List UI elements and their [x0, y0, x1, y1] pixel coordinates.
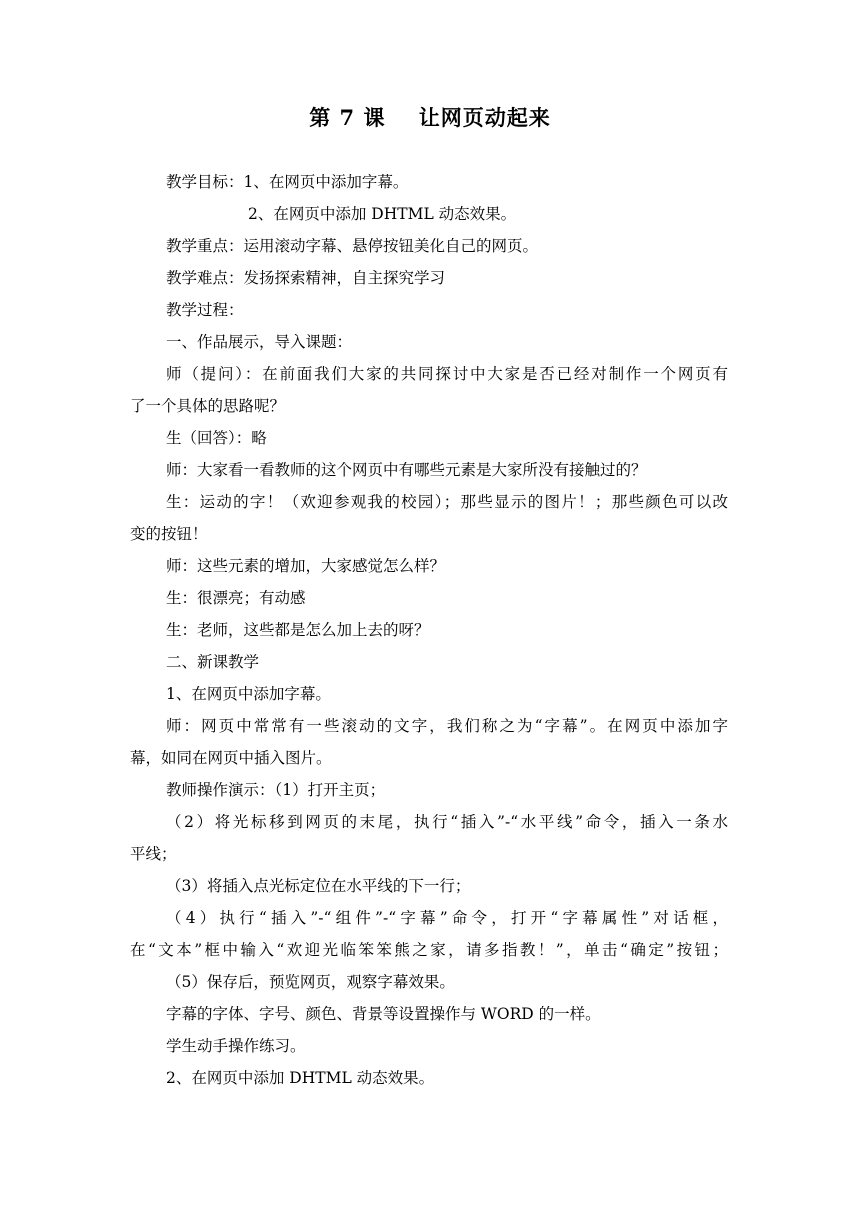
paragraph-demo-step-2-line-2: 平线； — [130, 845, 177, 863]
paragraph-student-observe-line-1: 生：运动的字！（欢迎参观我的校园）；那些显示的图片！；那些颜色可以改 — [166, 493, 728, 511]
paragraph-demo-step-1: 教师操作演示：（1）打开主页； — [166, 781, 386, 799]
lesson-title: 第 7 课 让网页动起来 — [309, 105, 551, 130]
section-heading-2: 二、新课教学 — [166, 653, 260, 671]
paragraph-student-beautiful: 生：很漂亮；有动感 — [166, 589, 306, 607]
paragraph-demo-step-4-line-1: （4）执行“插入”-“组件”-“字幕”命令，打开“字幕属性”对话框， — [166, 909, 728, 927]
paragraph-goal-1: 教学目标：1、在网页中添加字幕。 — [166, 173, 409, 191]
paragraph-demo-step-2-line-1: （2）将光标移到网页的末尾，执行“插入”-“水平线”命令，插入一条水 — [166, 813, 728, 831]
subsection-heading-1: 1、在网页中添加字幕。 — [166, 685, 331, 703]
paragraph-demo-step-4-line-2: 在“文本”框中输入“欢迎光临笨笨熊之家，请多指教！”，单击“确定”按钮； — [130, 941, 728, 959]
paragraph-teacher-look: 师：大家看一看教师的这个网页中有哪些元素是大家所没有接触过的？ — [166, 461, 647, 479]
paragraph-marquee-settings: 字幕的字体、字号、颜色、背景等设置操作与 WORD 的一样。 — [166, 1005, 601, 1023]
paragraph-student-answer: 生（回答）：略 — [166, 429, 267, 447]
subsection-heading-2: 2、在网页中添加 DHTML 动态效果。 — [166, 1069, 435, 1087]
paragraph-student-practice: 学生动手操作练习。 — [166, 1037, 306, 1055]
paragraph-marquee-intro-line-2: 幕，如同在网页中插入图片。 — [130, 749, 332, 767]
paragraph-key-point: 教学重点：运用滚动字幕、悬停按钮美化自己的网页。 — [166, 237, 539, 255]
paragraph-marquee-intro-line-1: 师：网页中常常有一些滚动的文字，我们称之为“字幕”。在网页中添加字 — [166, 717, 728, 735]
paragraph-difficulty: 教学难点：发扬探索精神，自主探究学习 — [166, 269, 446, 287]
paragraph-teacher-question-line-1: 师（提问）：在前面我们大家的共同探讨中大家是否已经对制作一个网页有 — [166, 365, 728, 383]
paragraph-student-observe-line-2: 变的按钮！ — [130, 525, 208, 543]
section-heading-1: 一、作品展示，导入课题： — [166, 333, 353, 351]
paragraph-demo-step-5: （5）保存后，预览网页，观察字幕效果。 — [166, 973, 455, 991]
paragraph-demo-step-3: （3）将插入点光标定位在水平线的下一行； — [166, 877, 471, 895]
paragraph-process-heading: 教学过程： — [166, 301, 244, 319]
paragraph-goal-2: 2、在网页中添加 DHTML 动态效果。 — [248, 205, 517, 223]
paragraph-teacher-feel: 师：这些元素的增加，大家感觉怎么样？ — [166, 557, 446, 575]
paragraph-student-how: 生：老师，这些都是怎么加上去的呀？ — [166, 621, 430, 639]
paragraph-teacher-question-line-2: 了一个具体的思路呢？ — [130, 397, 286, 415]
